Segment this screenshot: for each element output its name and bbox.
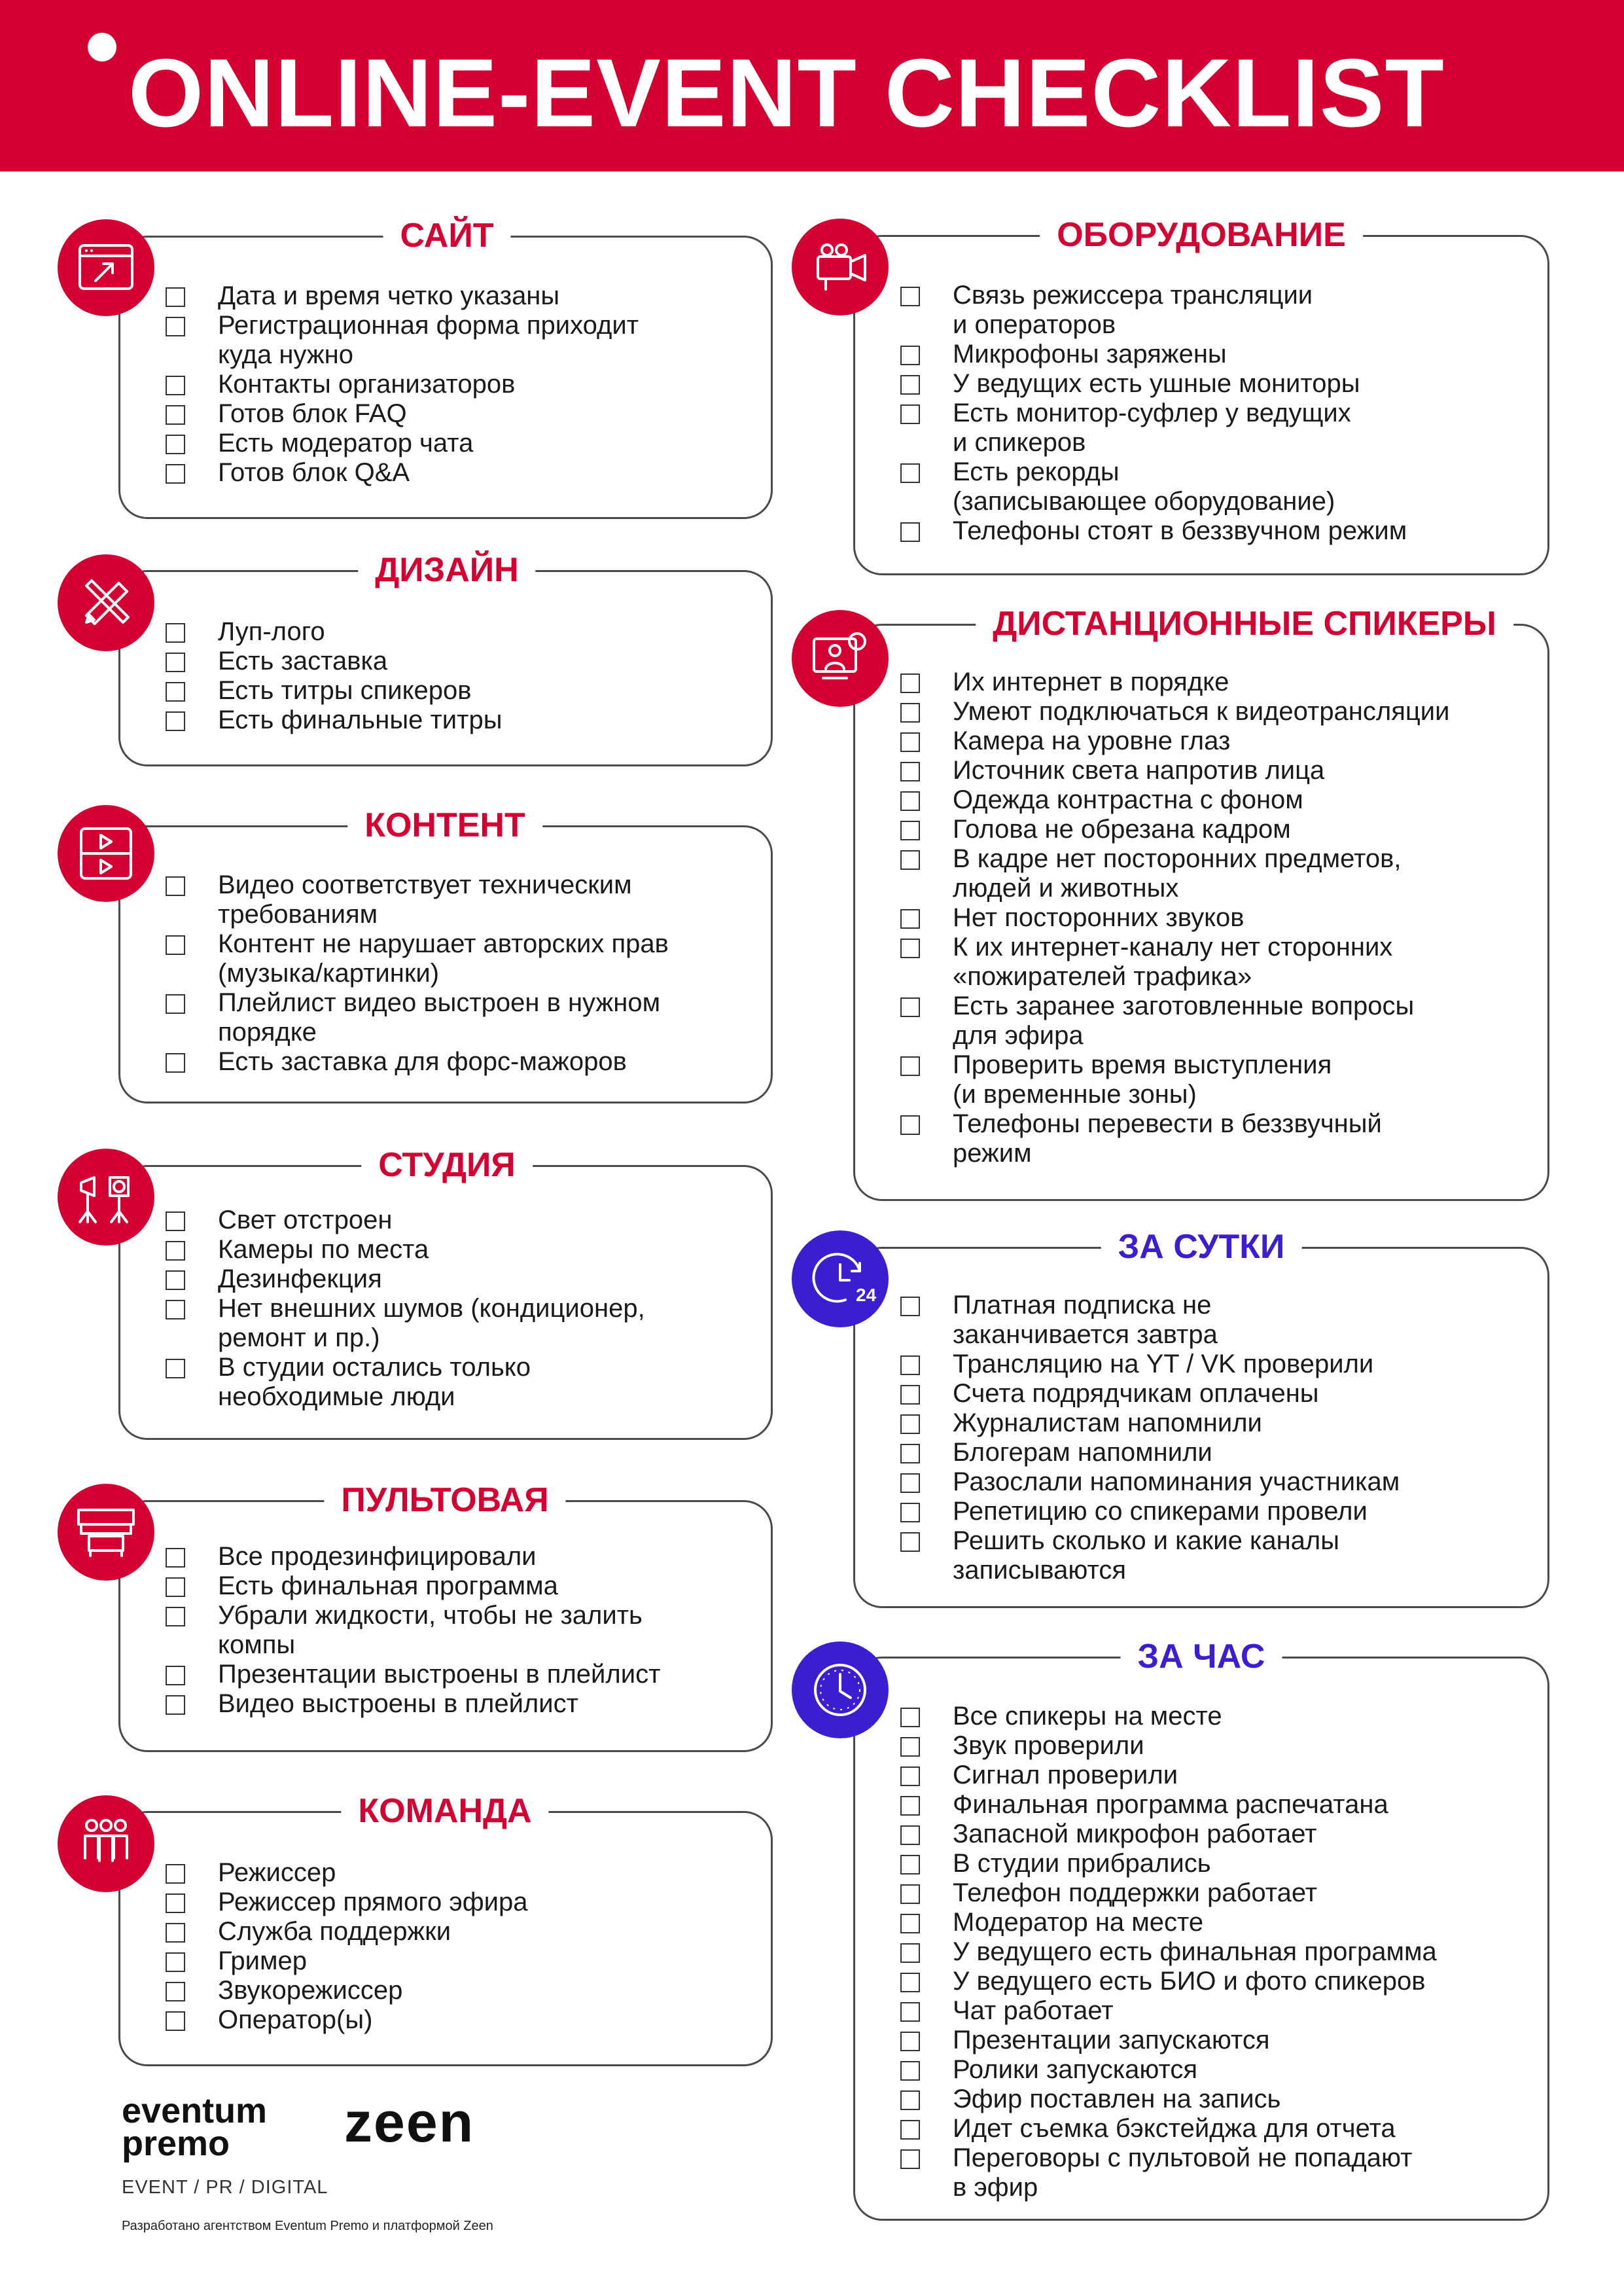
video-player-icon <box>58 805 154 902</box>
checklist-item <box>900 2026 1525 2055</box>
checkbox[interactable] <box>166 653 185 672</box>
checkbox[interactable] <box>900 1414 920 1434</box>
header-dot <box>88 33 116 62</box>
checklist <box>166 870 748 1077</box>
checkbox[interactable] <box>900 1115 920 1135</box>
item-text: Переговоры с пультовой не попадают в эфир <box>953 2144 1413 2202</box>
checklist-item <box>900 1438 1525 1467</box>
section-title: ЗА ЧАС <box>1121 1637 1282 1676</box>
checkbox[interactable] <box>166 623 185 643</box>
checkbox[interactable] <box>900 939 920 958</box>
item-text: У ведущего есть финальная программа <box>953 1937 1437 1966</box>
item-text: Дата и время четко указаны <box>218 281 560 310</box>
item-text: Есть заставка для форс-мажоров <box>218 1047 627 1076</box>
checklist-item <box>166 2005 748 2035</box>
checkbox[interactable] <box>900 1767 920 1786</box>
item-text: Разослали напоминания участникам <box>953 1467 1400 1496</box>
item-text: Телефоны стоят в беззвучном режим <box>953 516 1407 545</box>
checklist-item <box>166 929 748 988</box>
checkbox[interactable] <box>166 1666 185 1685</box>
checklist-item <box>166 1294 748 1353</box>
checkbox[interactable] <box>900 1825 920 1845</box>
item-text: Есть рекорды (записывающее оборудование) <box>953 457 1335 516</box>
checkbox[interactable] <box>166 1241 185 1261</box>
clock-24-icon <box>792 1230 889 1327</box>
item-text: Есть монитор-суфлер у ведущих и спикеров <box>953 399 1351 457</box>
item-text: В кадре нет посторонних предметов, людей и животных <box>953 844 1402 903</box>
checkbox[interactable] <box>900 2090 920 2110</box>
checkbox[interactable] <box>900 997 920 1017</box>
checkbox[interactable] <box>900 1855 920 1874</box>
checkbox[interactable] <box>900 1385 920 1405</box>
section-title: САЙТ <box>383 216 511 255</box>
checkbox[interactable] <box>900 346 920 365</box>
checklist <box>166 1858 748 2035</box>
checklist-item <box>166 870 748 929</box>
checkbox[interactable] <box>900 2149 920 2169</box>
zeen-logo: zeen <box>344 2091 475 2154</box>
checkbox[interactable] <box>166 1607 185 1626</box>
item-text: Репетицию со спикерами провели <box>953 1497 1368 1526</box>
checkbox[interactable] <box>900 1943 920 1963</box>
checkbox[interactable] <box>166 287 185 307</box>
checkbox[interactable] <box>900 2061 920 2081</box>
checklist-item <box>166 311 748 370</box>
item-text: Нет внешних шумов (кондиционер, ремонт и пр.) <box>218 1294 645 1352</box>
item-text: Убрали жидкости, чтобы не залить компы <box>218 1601 643 1659</box>
section-title: ПУЛЬТОВАЯ <box>324 1480 565 1520</box>
checklist-item <box>166 1946 748 1976</box>
checkbox[interactable] <box>900 1297 920 1316</box>
item-text: Счета подрядчикам оплачены <box>953 1379 1319 1408</box>
checklist-item <box>900 697 1525 726</box>
checkbox[interactable] <box>900 1444 920 1463</box>
item-text: Готов блок FAQ <box>218 399 407 428</box>
checklist-item <box>900 844 1525 903</box>
checklist-item <box>166 1206 748 1235</box>
checklist-item <box>900 1408 1525 1438</box>
page-title: ONLINE-EVENT CHECKLIST <box>128 39 1445 147</box>
checkbox[interactable] <box>166 682 185 702</box>
checklist-item <box>166 399 748 429</box>
section-title: ДИЗАЙН <box>358 550 535 590</box>
checkbox[interactable] <box>900 791 920 811</box>
checkbox[interactable] <box>900 2032 920 2051</box>
item-text: Блогерам напомнили <box>953 1438 1212 1467</box>
checklist-item <box>900 668 1525 697</box>
checkbox[interactable] <box>166 2011 185 2031</box>
item-text: Все продезинфицировали <box>218 1542 537 1571</box>
item-text: Связь режиссера трансляции и операторов <box>953 281 1313 339</box>
item-text: Ролики запускаются <box>953 2055 1198 2084</box>
item-text: Презентации запускаются <box>953 2026 1270 2054</box>
item-text: Контакты организаторов <box>218 370 516 399</box>
checklist-item <box>900 1291 1525 1350</box>
logo-line-1: eventum <box>122 2091 268 2130</box>
checkbox[interactable] <box>166 1577 185 1597</box>
item-text: Одежда контрастна с фоном <box>953 785 1303 814</box>
checkbox[interactable] <box>900 1503 920 1522</box>
item-text: Есть титры спикеров <box>218 676 472 705</box>
checklist-item <box>900 1526 1525 1585</box>
checklist-item <box>166 676 748 706</box>
checkbox[interactable] <box>900 1056 920 1076</box>
checkbox[interactable] <box>900 1796 920 1816</box>
checkbox[interactable] <box>900 1884 920 1904</box>
section-title: СТУДИЯ <box>361 1145 533 1185</box>
checkbox[interactable] <box>166 876 185 896</box>
item-text: Голова не обрезана кадром <box>953 815 1291 844</box>
checkbox[interactable] <box>166 464 185 484</box>
eventum-premo-logo <box>122 2091 268 2163</box>
checklist-item <box>900 1109 1525 1168</box>
checkbox[interactable] <box>900 404 920 424</box>
checkbox[interactable] <box>900 1473 920 1493</box>
checklist-item <box>900 1820 1525 1849</box>
checkbox[interactable] <box>166 994 185 1014</box>
checklist-item <box>900 1467 1525 1497</box>
checkbox[interactable] <box>900 1355 920 1375</box>
item-text: Есть финальные титры <box>218 706 503 734</box>
checklist-item <box>166 617 748 647</box>
checkbox[interactable] <box>166 1864 185 1884</box>
clock-hour-icon <box>792 1641 889 1738</box>
checkbox[interactable] <box>166 1952 185 1972</box>
checkbox[interactable] <box>166 1300 185 1319</box>
section-title: ОБОРУДОВАНИЕ <box>1040 215 1363 255</box>
item-text: Эфир поставлен на запись <box>953 2085 1281 2113</box>
item-text: Звукорежиссер <box>218 1976 403 2005</box>
checklist-item <box>166 647 748 676</box>
item-text: Телефон поддержки работает <box>953 1878 1318 1907</box>
logo-line-2: premo <box>122 2124 230 2163</box>
checklist-item <box>166 1888 748 1917</box>
browser-cursor-icon <box>58 219 154 316</box>
checkbox[interactable] <box>900 375 920 395</box>
item-text: Готов блок Q&A <box>218 458 410 487</box>
tagline: EVENT / PR / DIGITAL <box>122 2177 328 2198</box>
checklist <box>166 1206 748 1412</box>
checkbox[interactable] <box>166 317 185 336</box>
video-camera-icon <box>792 219 889 315</box>
checklist-item <box>166 1601 748 1660</box>
checklist-item <box>900 1761 1525 1790</box>
checklist-item <box>900 1878 1525 1908</box>
checklist-item <box>900 457 1525 516</box>
clock-24-label: 24 <box>856 1285 877 1305</box>
item-text: Звук проверили <box>953 1731 1144 1760</box>
checklist-item <box>900 1702 1525 1731</box>
checkbox[interactable] <box>166 435 185 454</box>
section-title: КОНТЕНТ <box>347 806 542 845</box>
item-text: Нет посторонних звуков <box>953 903 1244 932</box>
section-title: КОМАНДА <box>341 1791 548 1831</box>
checklist-item <box>900 1996 1525 2026</box>
item-text: Есть модератор чата <box>218 429 474 457</box>
checkbox[interactable] <box>166 1695 185 1715</box>
item-text: Трансляцию на YT / VK проверили <box>953 1350 1374 1378</box>
item-text: Дезинфекция <box>218 1265 382 1293</box>
checklist <box>900 1702 1525 2202</box>
item-text: Видео выстроены в плейлист <box>218 1689 578 1718</box>
item-text: Телефоны перевести в беззвучный режим <box>953 1109 1382 1168</box>
checkbox[interactable] <box>900 762 920 781</box>
checklist-item <box>900 785 1525 815</box>
credit-text: Разработано агентством Eventum Premo и платформой Zeen <box>122 2219 493 2233</box>
remote-speaker-icon <box>792 610 889 707</box>
item-text: Оператор(ы) <box>218 2005 373 2034</box>
checklist-item <box>900 756 1525 785</box>
checklist-item <box>900 1967 1525 1996</box>
checkbox[interactable] <box>900 522 920 542</box>
item-text: Их интернет в порядке <box>953 668 1229 696</box>
checkbox[interactable] <box>166 711 185 731</box>
checkbox[interactable] <box>900 850 920 870</box>
item-text: Регистрационная форма приходит куда нужно <box>218 311 639 369</box>
item-text: Платная подписка не заканчивается завтра <box>953 1291 1218 1349</box>
checklist-item <box>166 1858 748 1888</box>
checklist-item <box>166 706 748 735</box>
checkbox[interactable] <box>900 1914 920 1933</box>
checkbox[interactable] <box>166 376 185 395</box>
item-text: Все спикеры на месте <box>953 1702 1222 1731</box>
checkbox[interactable] <box>900 287 920 306</box>
checklist-item <box>900 933 1525 992</box>
item-text: Видео соответствует техническим требованиям <box>218 870 632 929</box>
item-text: У ведущих есть ушные мониторы <box>953 369 1360 398</box>
checkbox[interactable] <box>166 1211 185 1231</box>
checkbox[interactable] <box>900 703 920 723</box>
checklist-item <box>900 369 1525 399</box>
checklist-item <box>166 370 748 399</box>
checklist-item <box>900 2055 1525 2085</box>
item-text: Микрофоны заряжены <box>953 340 1227 368</box>
pencil-ruler-icon <box>58 554 154 651</box>
checkbox[interactable] <box>166 1359 185 1378</box>
checklist-item <box>900 815 1525 844</box>
item-text: Чат работает <box>953 1996 1114 2025</box>
section-title: ДИСТАНЦИОННЫЕ СПИКЕРЫ <box>976 604 1513 643</box>
item-text: Контент не нарушает авторских прав (музыка/картинки) <box>218 929 669 988</box>
checklist-item <box>166 1689 748 1719</box>
checklist-item <box>900 281 1525 340</box>
checklist-item <box>900 1379 1525 1408</box>
checklist-item <box>166 1571 748 1601</box>
item-text: К их интернет-каналу нет сторонних «пожирателей трафика» <box>953 933 1393 991</box>
checklist <box>166 281 748 488</box>
item-text: Плейлист видео выстроен в нужном порядке <box>218 988 661 1047</box>
checklist-item <box>166 1235 748 1265</box>
checklist-item <box>900 1849 1525 1878</box>
item-text: Служба поддержки <box>218 1917 451 1946</box>
checklist-item <box>166 1353 748 1412</box>
checklist-item <box>900 2144 1525 2202</box>
checklist-item <box>900 2085 1525 2114</box>
checkbox[interactable] <box>166 1270 185 1290</box>
item-text: Есть финальная программа <box>218 1571 558 1600</box>
checklist-item <box>166 1542 748 1571</box>
item-text: В студии прибрались <box>953 1849 1211 1878</box>
checklist-item <box>900 1731 1525 1761</box>
checklist-item <box>900 399 1525 457</box>
team-people-icon <box>58 1795 154 1892</box>
checkbox[interactable] <box>900 1737 920 1757</box>
checkbox[interactable] <box>166 935 185 955</box>
checklist <box>166 617 748 735</box>
checkbox[interactable] <box>166 1982 185 2001</box>
item-text: Модератор на месте <box>953 1908 1204 1937</box>
checklist-item <box>900 1790 1525 1820</box>
item-text: Умеют подключаться к видеотрансляции <box>953 697 1450 726</box>
checklist-item <box>900 1937 1525 1967</box>
item-text: Проверить время выступления (и временные зоны) <box>953 1050 1332 1109</box>
checklist-item <box>900 1497 1525 1526</box>
checklist-item <box>166 1265 748 1294</box>
checkbox[interactable] <box>900 2002 920 2022</box>
checkbox[interactable] <box>166 405 185 425</box>
checklist-item <box>166 458 748 488</box>
checklist-item <box>900 903 1525 933</box>
checkbox[interactable] <box>166 1893 185 1913</box>
item-text: Есть заранее заготовленные вопросы для эфира <box>953 992 1415 1050</box>
item-text: Луп-лого <box>218 617 325 646</box>
item-text: Режиссер прямого эфира <box>218 1888 528 1916</box>
checkbox[interactable] <box>900 1532 920 1552</box>
checklist-item <box>166 1660 748 1689</box>
item-text: Решить сколько и какие каналы записываются <box>953 1526 1340 1585</box>
checklist-item <box>166 988 748 1047</box>
checklist-item <box>900 2114 1525 2144</box>
item-text: Запасной микрофон работает <box>953 1820 1317 1848</box>
checklist-item <box>900 1050 1525 1109</box>
checklist-item <box>900 992 1525 1050</box>
checkbox[interactable] <box>900 2120 920 2140</box>
item-text: Презентации выстроены в плейлист <box>218 1660 661 1689</box>
item-text: Свет отстроен <box>218 1206 393 1234</box>
item-text: Режиссер <box>218 1858 336 1887</box>
checklist-item <box>166 1917 748 1946</box>
checkbox[interactable] <box>900 821 920 840</box>
checklist <box>900 281 1525 546</box>
item-text: В студии остались только необходимые люди <box>218 1353 531 1411</box>
checkbox[interactable] <box>900 463 920 483</box>
item-text: Камера на уровне глаз <box>953 726 1231 755</box>
control-console-icon <box>58 1484 154 1581</box>
checkbox[interactable] <box>900 673 920 693</box>
item-text: Идет съемка бэкстейджа для отчета <box>953 2114 1396 2143</box>
section-title: ЗА СУТКИ <box>1101 1227 1302 1266</box>
item-text: Источник света напротив лица <box>953 756 1325 785</box>
checklist-item <box>166 1976 748 2005</box>
checklist-item <box>166 281 748 311</box>
studio-lights-icon <box>58 1149 154 1246</box>
checklist-item <box>900 1908 1525 1937</box>
item-text: Журналистам напомнили <box>953 1408 1262 1437</box>
checklist-item <box>900 340 1525 369</box>
checklist <box>166 1542 748 1719</box>
checkbox[interactable] <box>166 1548 185 1568</box>
checkbox[interactable] <box>900 1973 920 1992</box>
checkbox[interactable] <box>900 1708 920 1727</box>
checkbox[interactable] <box>166 1923 185 1943</box>
checkbox[interactable] <box>900 732 920 752</box>
checklist-item <box>166 1047 748 1077</box>
item-text: Сигнал проверили <box>953 1761 1178 1789</box>
item-text: У ведущего есть БИО и фото спикеров <box>953 1967 1426 1996</box>
header-banner <box>0 0 1624 171</box>
checkbox[interactable] <box>900 909 920 929</box>
item-text: Есть заставка <box>218 647 388 675</box>
checklist <box>900 1291 1525 1585</box>
checklist-item <box>900 1350 1525 1379</box>
checkbox[interactable] <box>166 1053 185 1073</box>
item-text: Финальная программа распечатана <box>953 1790 1388 1819</box>
checklist <box>900 668 1525 1168</box>
checklist-item <box>900 726 1525 756</box>
item-text: Гример <box>218 1946 307 1975</box>
item-text: Камеры по места <box>218 1235 429 1264</box>
checklist-item <box>166 429 748 458</box>
checklist-item <box>900 516 1525 546</box>
